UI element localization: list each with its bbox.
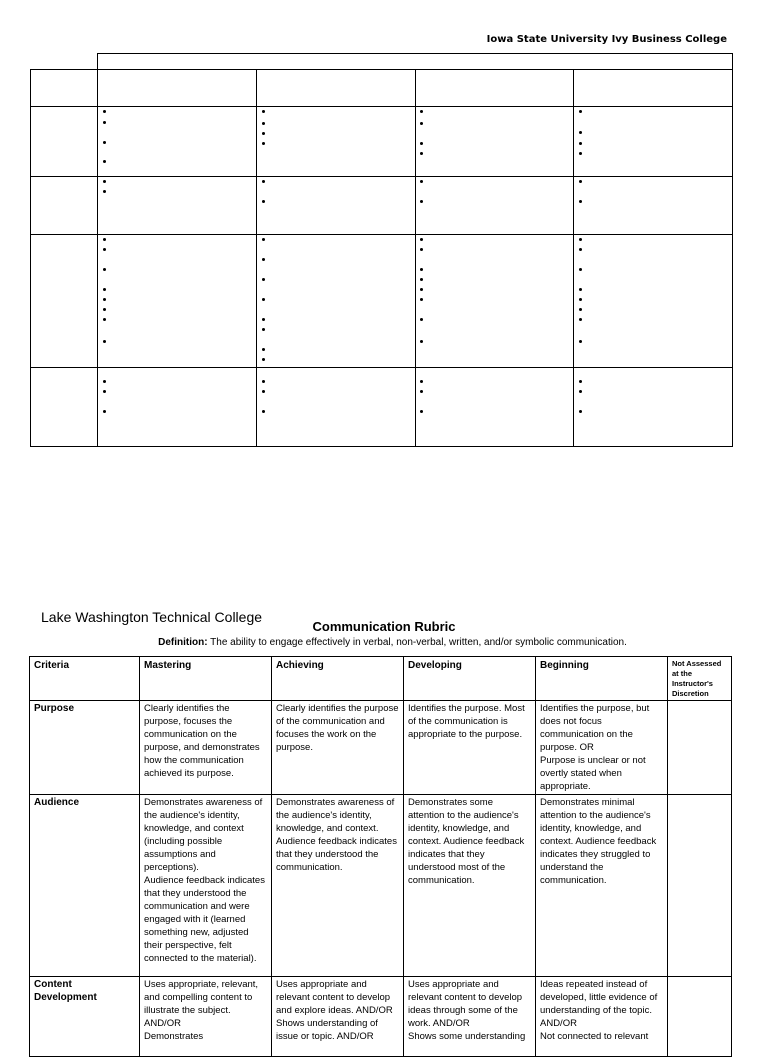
bullet-icon (420, 238, 423, 241)
bullet-icon (262, 410, 265, 413)
college-name: Lake Washington Technical College (41, 609, 263, 625)
bullet-icon (103, 238, 106, 241)
bullet-icon (103, 288, 106, 291)
bullet-icon (262, 358, 265, 361)
definition-text: The ability to engage effectively in verbal, non-verbal, written, and/or symbolic communication. (207, 637, 627, 648)
header-not-assessed: Not Assessed at the Instructor's Discretion (668, 657, 732, 701)
bullet-icon (103, 121, 106, 124)
definition-label: Definition: (158, 637, 208, 648)
bullet-icon (103, 248, 106, 251)
bullet-icon (103, 308, 106, 311)
developing-cell: Identifies the purpose. Most of the communication is appropriate to the purpose. (404, 701, 536, 795)
grid-line (415, 69, 416, 447)
rubric-title: Communication Rubric (312, 619, 456, 634)
bullet-icon (103, 390, 106, 393)
bullet-icon (420, 142, 423, 145)
bullet-icon (262, 390, 265, 393)
beginning-cell: Ideas repeated instead of developed, little evidence of understanding of the topic. AND/OR Not connected to relevant (536, 977, 668, 1057)
grid-line (97, 53, 98, 70)
bullet-icon (420, 410, 423, 413)
grid-line (30, 367, 733, 368)
bullet-icon (579, 298, 582, 301)
bullet-icon (262, 238, 265, 241)
header-beginning: Beginning (536, 657, 668, 701)
bullet-icon (262, 318, 265, 321)
developing-cell: Uses appropriate and relevant content to develop ideas through some of the work. AND/OR Shows some understanding (404, 977, 536, 1057)
bullet-icon (579, 288, 582, 291)
mastering-cell: Uses appropriate, relevant, and compelling content to illustrate the subject. AND/OR Demonstrates (140, 977, 272, 1057)
grid-line (30, 446, 733, 447)
criteria-cell: Content Development (30, 977, 140, 1057)
bullet-icon (262, 132, 265, 135)
bullet-icon (103, 340, 106, 343)
bullet-icon (579, 152, 582, 155)
grid-line (30, 176, 733, 177)
grid-line (97, 69, 98, 447)
bullet-icon (262, 180, 265, 183)
table-row (30, 795, 732, 977)
bullet-icon (420, 110, 423, 113)
bullet-icon (262, 110, 265, 113)
header-developing: Developing (404, 657, 536, 701)
not-assessed-cell (668, 977, 732, 1057)
top-header: Iowa State University Ivy Business College (486, 34, 727, 45)
bullet-icon (262, 122, 265, 125)
bullet-icon (103, 180, 106, 183)
bullet-icon (579, 248, 582, 251)
mastering-cell: Demonstrates awareness of the audience's identity, knowledge, and context (including possible assumptions and perceptions). Audience feedback indicates that they understood the communication and were engaged with it (learned something new, adjusted their perspective, felt connected to the material). (140, 795, 272, 977)
bullet-icon (103, 318, 106, 321)
grid-line (573, 69, 574, 447)
bullet-icon (579, 340, 582, 343)
rubric-table (29, 656, 732, 1057)
bullet-icon (103, 268, 106, 271)
bullet-icon (579, 380, 582, 383)
grid-line (732, 69, 733, 447)
table-row (30, 701, 732, 795)
header-criteria: Criteria (30, 657, 140, 701)
bullet-icon (579, 200, 582, 203)
table-header-row (30, 657, 732, 701)
bullet-icon (262, 142, 265, 145)
bullet-icon (103, 410, 106, 413)
bullet-icon (262, 380, 265, 383)
bullet-icon (420, 318, 423, 321)
bullet-icon (420, 340, 423, 343)
bullet-icon (420, 180, 423, 183)
bullet-icon (579, 142, 582, 145)
bullet-icon (579, 131, 582, 134)
grid-line (30, 234, 733, 235)
bullet-icon (103, 141, 106, 144)
bullet-icon (262, 200, 265, 203)
grid-line (30, 69, 31, 447)
beginning-cell: Identifies the purpose, but does not focus communication on the purpose. OR Purpose is unclear or not overtly stated when appropriate. (536, 701, 668, 795)
bullet-icon (579, 110, 582, 113)
bullet-icon (420, 380, 423, 383)
bullet-icon (420, 200, 423, 203)
developing-cell: Demonstrates some attention to the audience's identity, knowledge, and context. Audience feedback indicates that they understood most of the communication. (404, 795, 536, 977)
grid-line (732, 53, 733, 70)
bullet-icon (420, 122, 423, 125)
bullet-icon (420, 298, 423, 301)
mastering-cell: Clearly identifies the purpose, focuses the communication on the purpose, and demonstrates how the communication achieved its purpose. (140, 701, 272, 795)
criteria-cell: Audience (30, 795, 140, 977)
grid-line (256, 69, 257, 447)
bullet-icon (103, 380, 106, 383)
not-assessed-cell (668, 701, 732, 795)
rubric-definition (0, 637, 768, 648)
bullet-icon (103, 160, 106, 163)
beginning-cell: Demonstrates minimal attention to the audience's identity, knowledge, and context. Audience feedback indicates they struggled to understand the communication. (536, 795, 668, 977)
achieving-cell: Uses appropriate and relevant content to develop and explore ideas. AND/OR Shows understanding of issue or topic. AND/OR (272, 977, 404, 1057)
bullet-icon (420, 152, 423, 155)
bullet-icon (420, 288, 423, 291)
bullet-icon (420, 278, 423, 281)
bullet-icon (103, 298, 106, 301)
grid-line (97, 53, 733, 54)
bullet-icon (579, 268, 582, 271)
bullet-icon (579, 308, 582, 311)
grid-line (30, 106, 733, 107)
bullet-icon (579, 390, 582, 393)
achieving-cell: Clearly identifies the purpose of the communication and focuses the work on the purpose. (272, 701, 404, 795)
bullet-icon (579, 180, 582, 183)
bullet-icon (420, 248, 423, 251)
bullet-icon (262, 258, 265, 261)
criteria-cell: Purpose (30, 701, 140, 795)
bullet-icon (262, 278, 265, 281)
bullet-icon (262, 328, 265, 331)
table-row (30, 977, 732, 1057)
bullet-icon (262, 348, 265, 351)
bullet-icon (420, 268, 423, 271)
bullet-icon (420, 390, 423, 393)
header-achieving: Achieving (272, 657, 404, 701)
bullet-icon (262, 298, 265, 301)
achieving-cell: Demonstrates awareness of the audience's identity, knowledge, and context. Audience feedback indicates that they understood the communication. (272, 795, 404, 977)
bullet-icon (579, 238, 582, 241)
bullet-icon (103, 110, 106, 113)
bullet-icon (579, 318, 582, 321)
bullet-icon (103, 190, 106, 193)
header-mastering: Mastering (140, 657, 272, 701)
bullet-icon (579, 410, 582, 413)
grid-line (30, 69, 733, 70)
not-assessed-cell (668, 795, 732, 977)
